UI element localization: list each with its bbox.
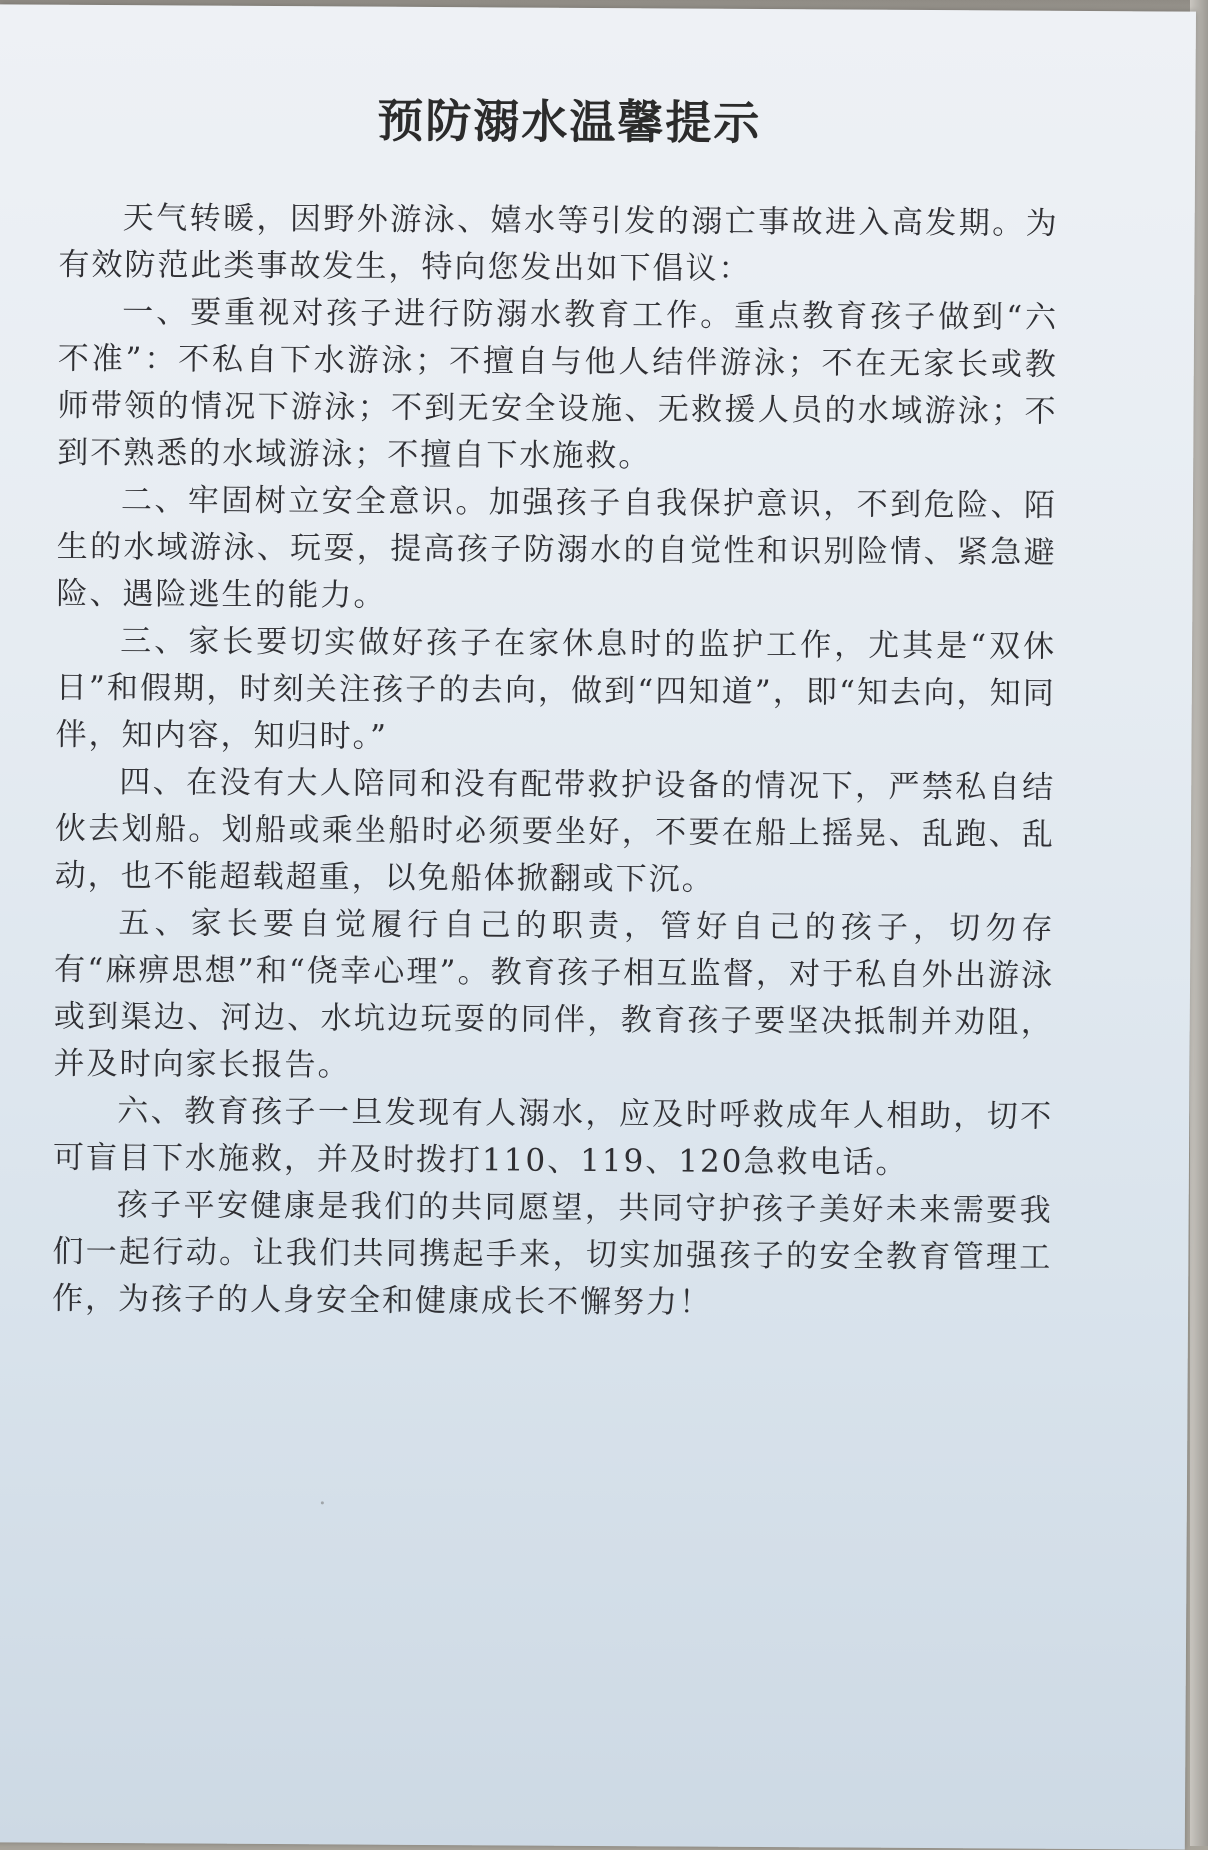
paragraph-intro: 天气转暖，因野外游泳、嬉水等引发的溺亡事故进入高发期。为有效防范此类事故发生，特向您发出如下倡议： bbox=[58, 200, 1059, 287]
document-title: 预防溺水温馨提示 bbox=[377, 93, 762, 150]
paragraph-item-5: 五、家长要自觉履行自己的职责，管好自己的孩子，切勿存有“麻痹思想”和“侥幸心理”。教育孩子相互监督，对于私自外出游泳或到渠边、河边、水坑边玩耍的同伴，教育孩子要坚决抵制并劝阻，并及时向家长报告。 bbox=[53, 905, 1055, 1084]
paragraph-item-1: 一、要重视对孩子进行防溺水教育工作。重点教育孩子做到“六不准”：不私自下水游泳；不擅自与他人结伴游泳；不在无家长或教师带领的情况下游泳；不到无安全设施、无救援人员的水域游泳；不到不熟悉的水域游泳；不擅自下水施救。 bbox=[57, 294, 1059, 475]
paper-speck bbox=[321, 1501, 324, 1504]
paragraph-item-4: 四、在没有大人陪同和没有配带救护设备的情况下，严禁私自结伙去划船。划船或乘坐船时必须要坐好，不要在船上摇晃、乱跑、乱动，也不能超载超重，以免船体掀翻或下沉。 bbox=[54, 764, 1056, 898]
paragraph-item-6: 六、教育孩子一旦发现有人溺水，应及时呼救成年人相助，切不可盲目下水施救，并及时拨打110、119、120急救电话。 bbox=[52, 1093, 1054, 1181]
paragraph-item-3: 三、家长要切实做好孩子在家休息时的监护工作，尤其是“双休日”和假期，时刻关注孩子的去向，做到“四知道”，即“知去向，知同伴，知内容，知归时。” bbox=[55, 623, 1057, 755]
paper-sheet bbox=[0, 4, 1196, 1849]
document-body bbox=[52, 195, 1059, 1329]
paragraph-closing: 孩子平安健康是我们的共同愿望，共同守护孩子美好未来需要我们一起行动。让我们共同携起手来，切实加强孩子的安全教育管理工作，为孩子的人身安全和健康成长不懈努力！ bbox=[51, 1187, 1053, 1321]
paragraph-item-2: 二、牢固树立安全意识。加强孩子自我保护意识，不到危险、陌生的水域游泳、玩耍，提高孩子防溺水的自觉性和识别险情、紧急避险、遇险逃生的能力。 bbox=[56, 482, 1058, 614]
